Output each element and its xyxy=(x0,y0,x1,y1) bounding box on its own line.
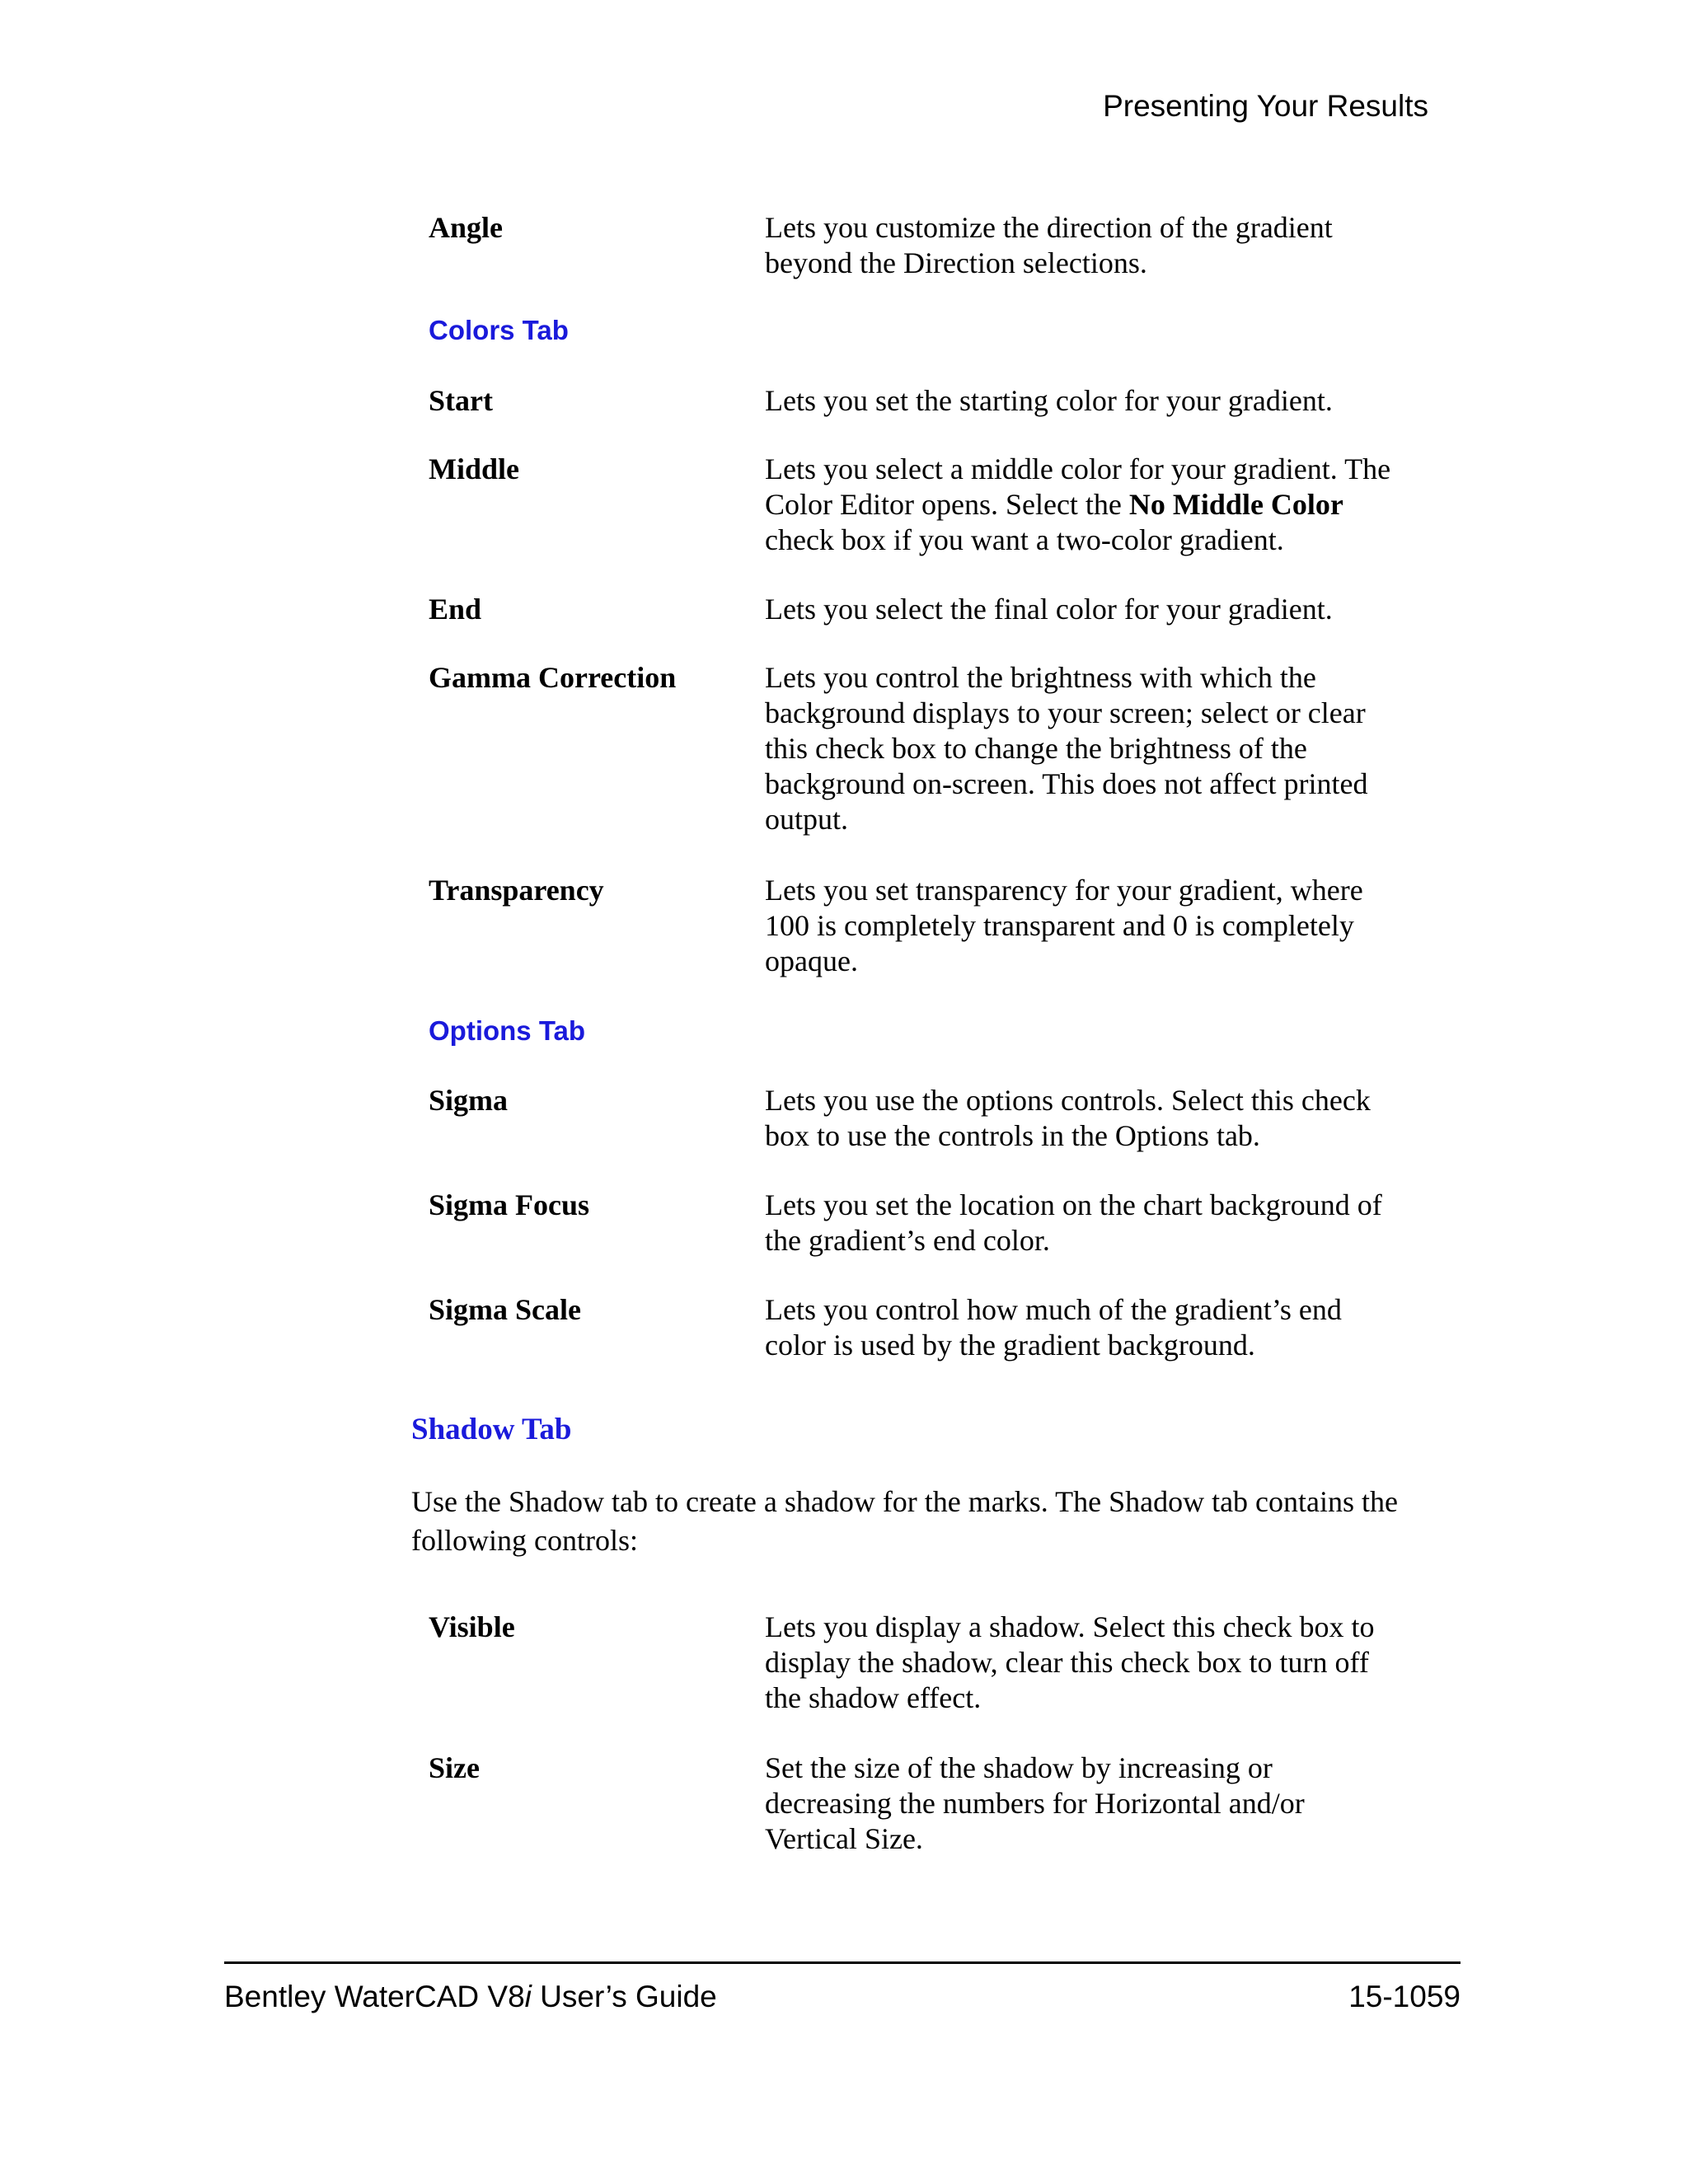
term-description: Lets you set transparency for your gradient, where 100 is completely transparent and 0 is completely opaque. xyxy=(765,874,1363,977)
guide-title-italic: i xyxy=(524,1980,532,2013)
description-bold-text: No Middle Color xyxy=(1128,488,1343,521)
term-label: End xyxy=(429,593,482,626)
term-label: Size xyxy=(429,1751,480,1784)
term-label: Visible xyxy=(429,1610,515,1643)
term-label: Middle xyxy=(429,452,520,485)
term-label: Sigma Scale xyxy=(429,1293,581,1326)
footer-divider xyxy=(224,1961,1461,1964)
term-label: Start xyxy=(429,384,493,417)
running-header: Presenting Your Results xyxy=(1103,89,1428,123)
guide-title-suffix: User’s Guide xyxy=(531,1980,717,2013)
term-description: Set the size of the shadow by increasing or decreasing the numbers for Horizontal and/or Vertical Size. xyxy=(765,1751,1305,1855)
description-text: Lets you select a middle color for your gradient. The Color Editor opens. Select the xyxy=(765,452,1391,521)
term-description: Lets you control how much of the gradient’s end color is used by the gradient background. xyxy=(765,1293,1342,1361)
footer-guide-title xyxy=(224,1980,717,2014)
term-description: Lets you set the starting color for your gradient. xyxy=(765,384,1333,417)
guide-title-prefix: Bentley WaterCAD V8 xyxy=(224,1980,525,2013)
page-number: 15-1059 xyxy=(1348,1980,1461,2013)
term-label: Sigma Focus xyxy=(429,1188,590,1221)
term-label: Transparency xyxy=(429,874,604,907)
shadow-tab-heading: Shadow Tab xyxy=(411,1413,572,1446)
term-description: Lets you set the location on the chart background of the gradient’s end color. xyxy=(765,1188,1382,1257)
options-tab-heading: Options Tab xyxy=(429,1015,586,1046)
term-description xyxy=(765,452,1391,558)
term-description: Lets you customize the direction of the gradient beyond the Direction selections. xyxy=(765,211,1333,279)
term-label: Angle xyxy=(429,211,503,244)
colors-tab-heading: Colors Tab xyxy=(429,315,569,345)
term-label: Sigma xyxy=(429,1084,509,1117)
term-label: Gamma Correction xyxy=(429,661,677,694)
shadow-tab-intro: Use the Shadow tab to create a shadow for the marks. The Shadow tab contains the following controls: xyxy=(411,1485,1398,1557)
term-description: Lets you use the options controls. Select this check box to use the controls in the Options tab. xyxy=(765,1084,1371,1152)
term-description: Lets you control the brightness with which the background displays to your screen; select or clear this check box to change the brightness of the background on-screen. This does not affect printed output. xyxy=(765,661,1368,836)
term-description: Lets you select the final color for your gradient. xyxy=(765,593,1333,626)
term-description: Lets you display a shadow. Select this check box to display the shadow, clear this check box to turn off the shadow effect. xyxy=(765,1610,1375,1714)
description-text: check box if you want a two-color gradient. xyxy=(765,523,1284,556)
